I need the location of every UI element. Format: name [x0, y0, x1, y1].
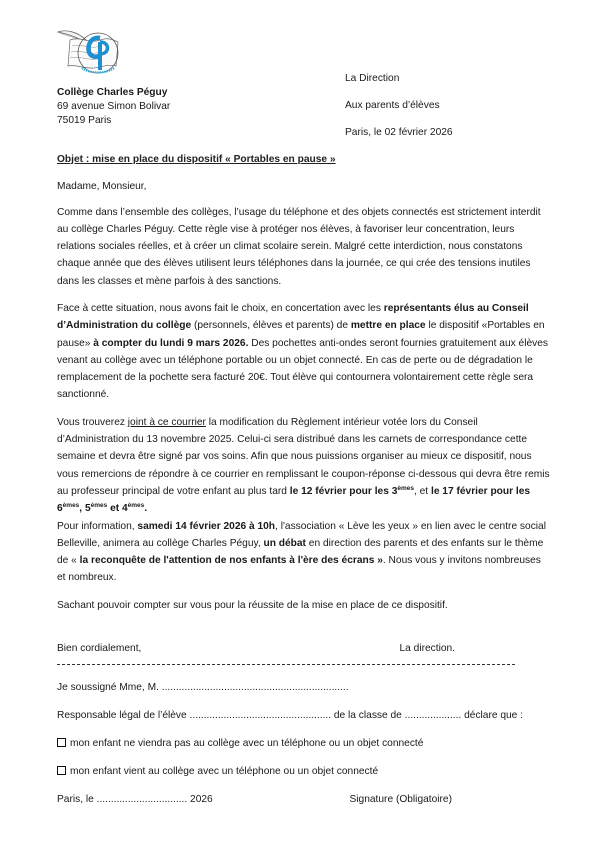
paragraph-closing: Sachant pouvoir compter sur vous pour la réussite de la mise en place de ce dispositif. [57, 599, 448, 611]
superscript: èmes [90, 502, 108, 510]
recipient-label: Aux parents d’élèves [345, 100, 440, 111]
letter-date: Paris, le 02 février 2026 [345, 127, 453, 138]
text-span: en direction des parents et des enfants sur le thème de « [57, 537, 544, 567]
paragraph-context: Comme dans l’ensemble des collèges, l’usage du téléphone et des objets connectés est strictement interdit au collège Charles Péguy. Cette règle vise à protéger nos élèves, à favoriser leur concentration, leurs relations sociales réelles, et à créer un climat scolaire serein. Malgré cette interdiction, nous constatons chaque année que des élèves utilisent leurs téléphones dans la journée, ce qui crée des tensions inutiles dans les classes et mène parfois à des sanctions. [57, 206, 541, 287]
salutation: Madame, Monsieur, [57, 180, 147, 192]
signature-direction: La direction. [399, 643, 455, 655]
text-span: , l'association « Lève les yeux » en lien avec le centre social Belleville, animera au collège Charles Péguy, [57, 520, 546, 549]
bold-span: , 5 [79, 503, 91, 515]
text-span: (personnels, élèves et parents) de [191, 320, 351, 332]
letter-subject: Objet : mise en place du dispositif « Portables en pause » [57, 153, 336, 165]
coupon-signature-row [57, 793, 550, 807]
closing-formula: Bien cordialement, [57, 643, 142, 655]
sender-label: La Direction [345, 73, 400, 84]
text-span: Des pochettes anti-ondes seront fournies gratuitement aux élèves venant au collège avec un téléphone portable ou un objet connecté. En cas de perte ou de dégradation le remplacement de la pochette sera facturé 20€. Tout élève qui contournera volontairement cette règle sera sanctionné. [57, 337, 548, 401]
coupon-option-no-phone[interactable] [57, 737, 550, 751]
superscript: èmes [62, 502, 80, 510]
paragraph-decision [57, 300, 550, 404]
letter-header [57, 72, 550, 140]
coupon-cut-line [57, 664, 515, 665]
attached-document-link[interactable]: joint à ce courrier [127, 416, 206, 428]
bold-span: et 4 [107, 503, 128, 515]
text-span: Face à cette situation, nous avons fait le choix, en concertation avec les [57, 302, 384, 314]
address-line-2: 75019 Paris [57, 115, 112, 126]
paragraph-event [57, 518, 550, 587]
recipient-block [345, 72, 550, 140]
text-span: Vous trouverez [57, 416, 128, 428]
deadline-bold: le 17 février pour les 6 [57, 485, 531, 515]
option-label: mon enfant vient au collège avec un téléphone ou un objet connecté [70, 766, 379, 778]
text-span: , et [413, 485, 431, 497]
bold-span: . [144, 503, 148, 515]
school-address-block [57, 72, 327, 140]
closing-row [57, 642, 550, 656]
coupon-date-line[interactable]: Paris, le ................................ 2026 [57, 794, 213, 806]
bold-span: mettre en place [350, 320, 426, 332]
checkbox-icon[interactable] [57, 766, 66, 775]
coupon-name-line[interactable]: Je soussigné Mme, M. .................................................................. [57, 682, 349, 694]
checkbox-icon[interactable] [57, 738, 66, 747]
text-span: Pour information, [57, 520, 138, 532]
text-span: . Nous vous y invitons nombreuses et nombreux. [57, 555, 541, 584]
coupon-student-line[interactable]: Responsable légal de l’élève .................................................. de la classe de .................... déclare que : [57, 710, 524, 722]
superscript: èmes [397, 484, 414, 492]
superscript: èmes [127, 502, 145, 510]
option-label: mon enfant ne viendra pas au collège avec un téléphone ou un objet connecté [70, 738, 424, 750]
text-span: la modification du Règlement intérieur votée lors du Conseil d’Administration du 13 novembre 2025. Celui-ci sera distribué dans les carnets de correspondance cette semaine et devra être signé par vos soins. Afin que nous puissions organiser au mieux ce dispositif, nous vous remercions de répondre à ce courrier en remplissant le coupon-réponse ci-dessous qui devra être remis au professeur principal de votre enfant au plus tard [57, 416, 550, 497]
paragraph-coupon-instructions [57, 414, 550, 518]
address-line-1: 69 avenue Simon Bolivar [57, 101, 171, 112]
event-theme-bold: la reconquête de l'attention de nos enfants à l'ère des écrans » [79, 555, 383, 567]
coupon-option-with-phone[interactable] [57, 765, 550, 779]
school-name: Collège Charles Péguy [57, 87, 168, 98]
start-date-bold: à compter du lundi 9 mars 2026. [93, 337, 249, 349]
college-logo-icon [56, 26, 122, 78]
coupon-signature-label: Signature (Obligatoire) [349, 794, 452, 806]
bold-span: un débat [263, 537, 306, 549]
deadline-bold: le 12 février pour les 3 [289, 485, 398, 497]
event-date-bold: samedi 14 février 2026 à 10h [137, 520, 276, 532]
bold-span: représentants élus au Conseil d’Administration du collège [57, 302, 529, 332]
text-span: le dispositif «Portables en pause» [57, 320, 545, 349]
